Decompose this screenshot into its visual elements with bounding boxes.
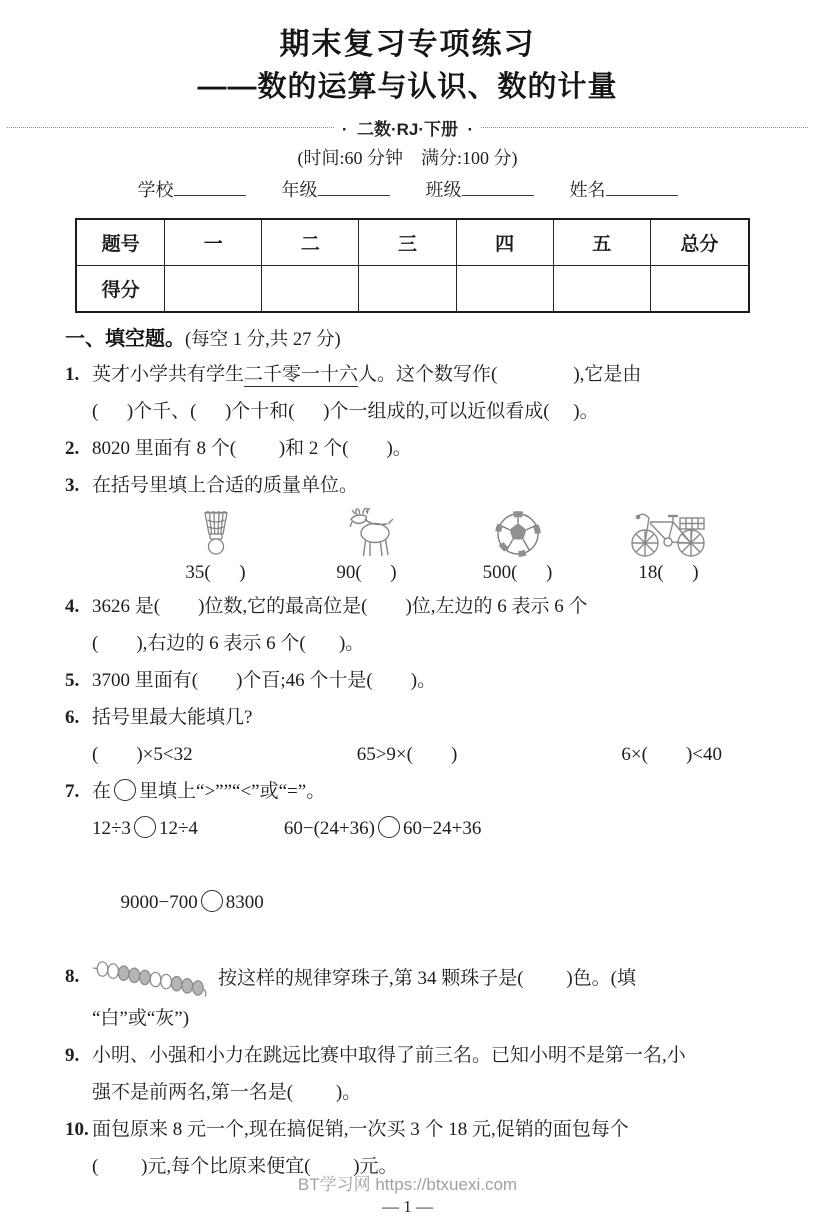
question-2 [65,430,750,467]
beads-pattern-icon [92,958,210,1000]
field-name-blank [606,178,678,196]
comparison-right: 12÷4 [158,818,198,839]
question-1 [65,356,750,430]
score-cell [359,266,456,313]
goat-icon [291,506,442,558]
edition-divider [7,114,808,140]
question-number: 3. [65,475,80,496]
soccer-ball-icon [442,506,593,558]
question-9 [65,1037,750,1111]
mass-unit-label: 18( ) [638,562,699,583]
field-name [570,176,678,204]
question-8 [65,958,750,1037]
question-line [92,356,750,393]
score-table-header-cell: 三 [359,219,456,266]
question-7 [65,773,750,958]
question-number: 4. [65,596,80,617]
section-heading [65,323,750,356]
mass-unit-item [291,506,442,588]
field-class [426,176,534,204]
comparison-row [92,847,750,958]
question-line: 小明、小强和小力在跳远比赛中取得了前三名。已知小明不是第一名,小 [92,1045,686,1066]
question-text: 人。这个数写作( ),它是由 [358,364,642,385]
comparison-circle [201,890,223,912]
question-line [92,773,750,810]
comparison-left: 9000−700 [120,892,198,913]
question-line: 3700 里面有( )个百;46 个十是( )。 [92,670,437,691]
info-fields [65,176,750,204]
score-table [75,218,750,313]
section-title: 一、填空题。 [65,328,185,350]
field-grade [282,176,390,204]
score-table-header-row [76,219,749,266]
score-table-header-cell: 一 [165,219,262,266]
question-line: 在括号里填上合适的质量单位。 [92,475,359,496]
question-number: 5. [65,670,80,691]
score-cell [165,266,262,313]
comparison-right: 8300 [225,892,264,913]
question-text: 按这样的规律穿珠子,第 34 颗珠子是( )色。(填 [218,968,636,989]
mass-unit-items [92,504,750,588]
score-table-header-cell: 五 [553,219,650,266]
inequality-expression: 65>9×( ) [356,744,458,765]
comparison-pair [121,892,264,913]
mass-unit-label: 90( ) [336,562,397,583]
question-number: 2. [65,438,80,459]
question-4 [65,588,750,662]
field-school-label: 学校 [137,180,174,200]
question-number: 10. [65,1119,89,1140]
comparison-pair [284,810,482,847]
mass-unit-item [140,506,291,588]
page-number: — 1 — [382,1197,433,1216]
question-line: ( ),右边的 6 表示 6 个( )。 [92,633,365,654]
comparison-left: 12÷3 [92,818,131,839]
mass-unit-label: 35( ) [185,562,246,583]
question-6 [65,699,750,773]
edition-label: · 二数·RJ·下册 · [341,119,474,139]
question-5 [65,662,750,699]
score-cell [553,266,650,313]
field-grade-blank [318,178,390,196]
mass-unit-label: 500( ) [482,562,553,583]
dotted-line-left [7,127,334,128]
field-name-label: 姓名 [569,180,606,200]
field-school [138,176,246,204]
field-grade-label: 年级 [281,180,318,200]
question-line: ( )个千、( )个十和( )个一组成的,可以近似看成( )。 [92,401,599,422]
comparison-circle [378,816,400,838]
mass-unit-item [593,506,744,588]
field-school-blank [174,178,246,196]
comparison-pair [92,810,198,847]
question-line [92,958,750,1000]
question-3 [65,467,750,588]
shuttlecock-icon [140,506,291,558]
dotted-line-right [481,127,808,128]
page-title: 期末复习专项练习 [279,28,536,61]
question-text: 里填上“>””“<”或“=”。 [139,781,326,802]
question-line: 强不是前两名,第一名是( )。 [92,1082,362,1103]
question-number: 9. [65,1045,80,1066]
question-number: 7. [65,781,80,802]
section-note: (每空 1 分,共 27 分) [185,330,341,350]
score-row-label: 得分 [76,266,165,313]
field-class-label: 班级 [425,180,462,200]
page-subtitle: ——数的运算与认识、数的计量 [197,71,618,103]
field-class-blank [462,178,534,196]
question-line: 8020 里面有 8 个( )和 2 个( )。 [92,438,412,459]
question-number: 8. [65,966,80,987]
bicycle-icon [593,506,744,558]
question-number: 1. [65,364,80,385]
score-table-header-cell: 题号 [76,219,165,266]
question-line: 3626 是( )位数,它的最高位是( )位,左边的 6 表示 6 个 [92,596,588,617]
score-cell [262,266,359,313]
score-table-score-row [76,266,749,313]
question-text: 在 [92,781,112,802]
question-line: 括号里最大能填几? [92,707,253,728]
question-line: “白”或“灰”) [92,1008,190,1029]
comparison-circle [134,816,156,838]
score-table-header-cell: 二 [262,219,359,266]
site-watermark: BT学习网 https://btxuexi.com [297,1175,518,1194]
question-number: 6. [65,707,80,728]
question-line: ( )元,每个比原来便宜( )元。 [92,1156,398,1177]
comparison-left: 60−(24+36) [283,818,375,839]
score-cell [650,266,749,313]
score-cell [456,266,553,313]
question-text: 英才小学共有学生 [92,364,245,385]
mass-unit-item [442,506,593,588]
exam-meta: (时间:60 分钟 满分:100 分) [297,148,518,168]
underlined-text: 二千零一十六 [244,364,359,385]
question-line: 面包原来 8 元一个,现在搞促销,一次买 3 个 18 元,促销的面包每个 [92,1119,629,1140]
inequality-expression: 6×( )<40 [621,744,722,765]
comparison-row [92,810,750,847]
score-table-header-cell: 四 [456,219,553,266]
question-10 [65,1111,750,1185]
comparison-circle [114,779,136,801]
comparison-right: 60−24+36 [402,818,482,839]
inequality-expressions [92,736,722,773]
score-table-header-cell: 总分 [650,219,749,266]
inequality-expression: ( )×5<32 [92,744,193,765]
